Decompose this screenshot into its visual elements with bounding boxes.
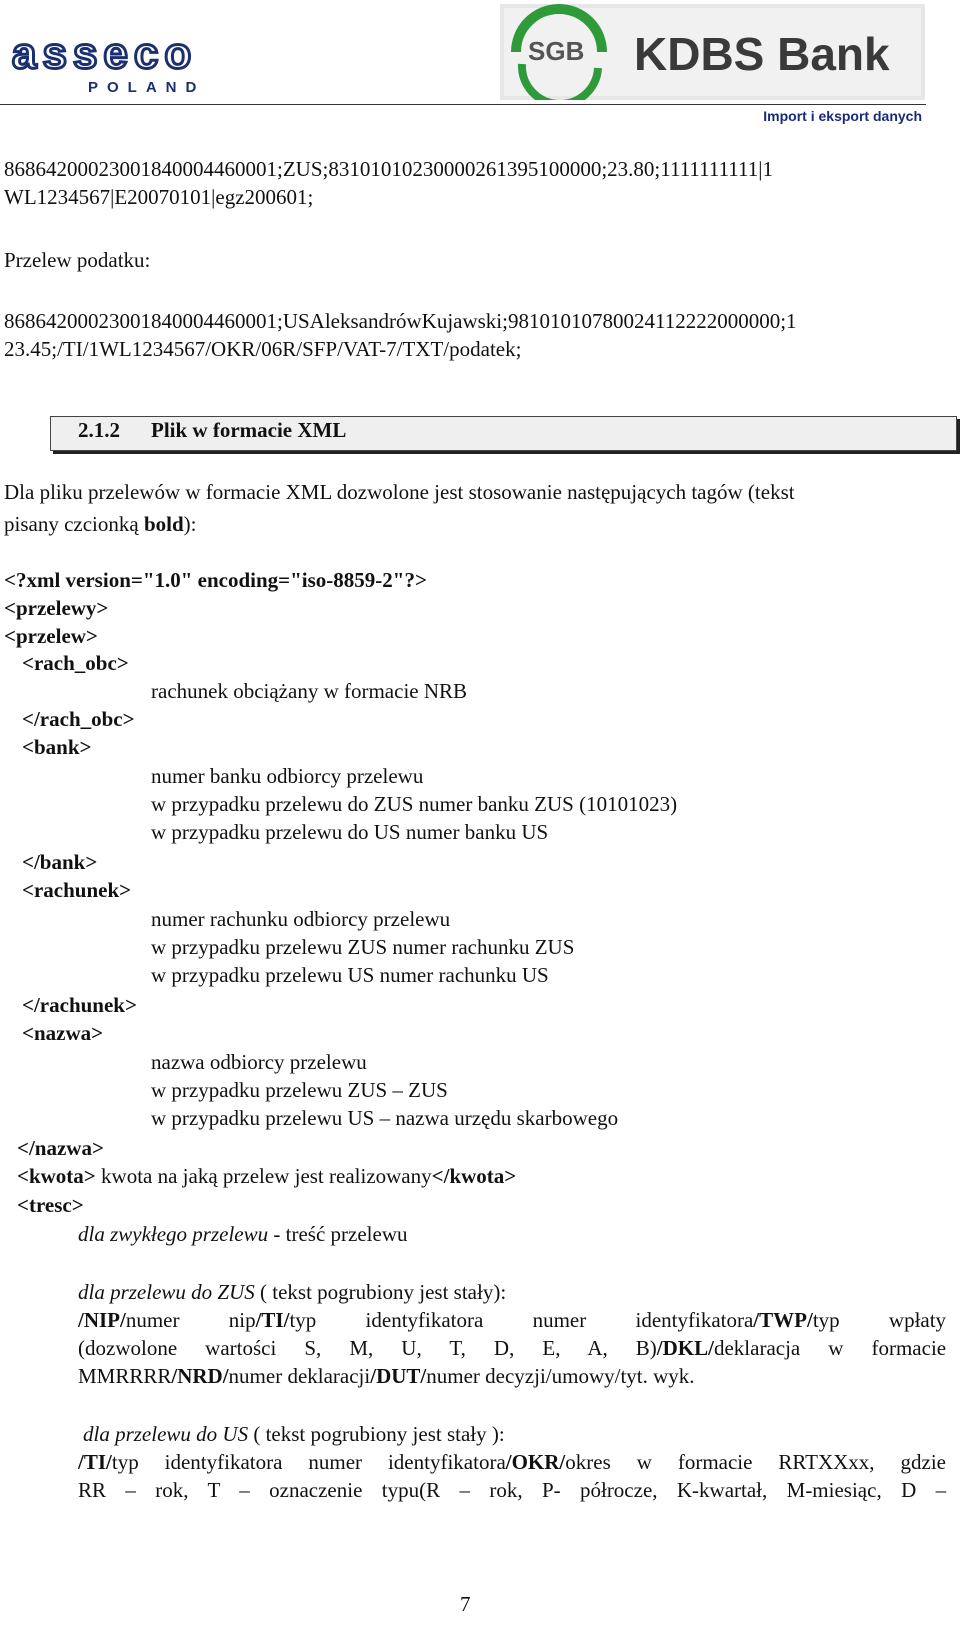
zus-example-line-2: WL1234567|E20070101|egz200601; <box>4 185 314 209</box>
description-line-2: pisany czcionką bold): <box>4 512 197 536</box>
tag-przelewy: <przelewy> <box>4 596 109 620</box>
tag-rachunek-close: </rachunek> <box>22 993 137 1017</box>
bank-description-1: numer banku odbiorcy przelewu <box>151 764 424 788</box>
tag-tresc-open: <tresc> <box>17 1193 84 1217</box>
tag-rach-obc-open: <rach_obc> <box>22 651 129 675</box>
tresc-zus-line-2: (dozwolone wartości S, M, U, T, D, E, A, B)/DKL/deklaracja w formacie <box>78 1336 947 1360</box>
tag-rachunek-open: <rachunek> <box>22 878 132 902</box>
nazwa-description-3: w przypadku przelewu US – nazwa urzędu skarbowego <box>151 1106 619 1130</box>
zus-example-line-1: 86864200023001840004460001;ZUS;83101010230000261395100000;23.80;1111111111|1 <box>4 157 773 181</box>
tag-bank-open: <bank> <box>22 735 92 759</box>
tag-rach-obc-close: </rach_obc> <box>22 707 135 731</box>
tag-nazwa-open: <nazwa> <box>22 1021 104 1045</box>
section-title: Plik w formacie XML <box>151 418 347 442</box>
tresc-zus-line-3: MMRRRR/NRD/numer deklaracji/DUT/numer decyzji/umowy/tyt. wyk. <box>78 1364 695 1388</box>
asseco-logo-text: asseco <box>12 34 198 78</box>
rachunek-description-3: w przypadku przelewu US numer rachunku US <box>151 963 549 987</box>
header-subtitle: Import i eksport danych <box>763 108 922 124</box>
tresc-zus-line-1: /NIP/numer nip/TI/typ identyfikatora numer identyfikatora/TWP/typ wpłaty <box>78 1308 947 1332</box>
kdbs-bank-logo <box>500 4 925 100</box>
rachunek-description-2: w przypadku przelewu ZUS numer rachunku ZUS <box>151 935 575 959</box>
tresc-regular: dla zwykłego przelewu - treść przelewu <box>78 1222 408 1246</box>
header-rule <box>0 104 926 105</box>
nazwa-description-2: w przypadku przelewu ZUS – ZUS <box>151 1078 448 1102</box>
kwota-line: <kwota> kwota na jaką przelew jest realizowany</kwota> <box>17 1164 517 1188</box>
sgb-logo-text: SGB <box>528 36 585 66</box>
description-line-1: Dla pliku przelewów w formacie XML dozwolone jest stosowanie następujących tagów (tekst <box>4 480 795 504</box>
tag-nazwa-close: </nazwa> <box>17 1136 104 1160</box>
tresc-us-heading: dla przelewu do US ( tekst pogrubiony jest stały ): <box>83 1422 505 1446</box>
bank-description-2: w przypadku przelewu do ZUS numer banku ZUS (10101023) <box>151 792 678 816</box>
kdbs-logo-text: KDBS Bank <box>634 28 890 80</box>
page-number: 7 <box>460 1592 471 1616</box>
bank-description-3: w przypadku przelewu do US numer banku US <box>151 820 549 844</box>
rach-obc-description: rachunek obciążany w formacie NRB <box>151 679 468 703</box>
asseco-logo <box>10 34 290 94</box>
tresc-zus-heading: dla przelewu do ZUS ( tekst pogrubiony jest stały): <box>78 1280 507 1304</box>
tax-example-line-2: 23.45;/TI/1WL1234567/OKR/06R/SFP/VAT-7/TXT/podatek; <box>4 337 522 361</box>
tax-example-line-1: 86864200023001840004460001;USAleksandrówKujawski;98101010780024112222000000;1 <box>4 309 797 333</box>
tresc-us-line-2: RR – rok, T – oznaczenie typu(R – rok, P- półrocze, K-kwartał, M-miesiąc, D – <box>78 1478 947 1502</box>
asseco-logo-subtext: POLAND <box>88 79 206 94</box>
section-number: 2.1.2 <box>78 418 120 442</box>
rachunek-description-1: numer rachunku odbiorcy przelewu <box>151 907 451 931</box>
tag-bank-close: </bank> <box>22 850 98 874</box>
tax-transfer-label: Przelew podatku: <box>4 248 151 272</box>
tresc-us-line-1: /TI/typ identyfikatora numer identyfikatora/OKR/okres w formacie RRTXXxx, gdzie <box>78 1450 946 1474</box>
nazwa-description-1: nazwa odbiorcy przelewu <box>151 1050 367 1074</box>
tag-przelew: <przelew> <box>4 624 98 648</box>
xml-declaration: <?xml version="1.0" encoding="iso-8859-2"?> <box>4 568 427 592</box>
